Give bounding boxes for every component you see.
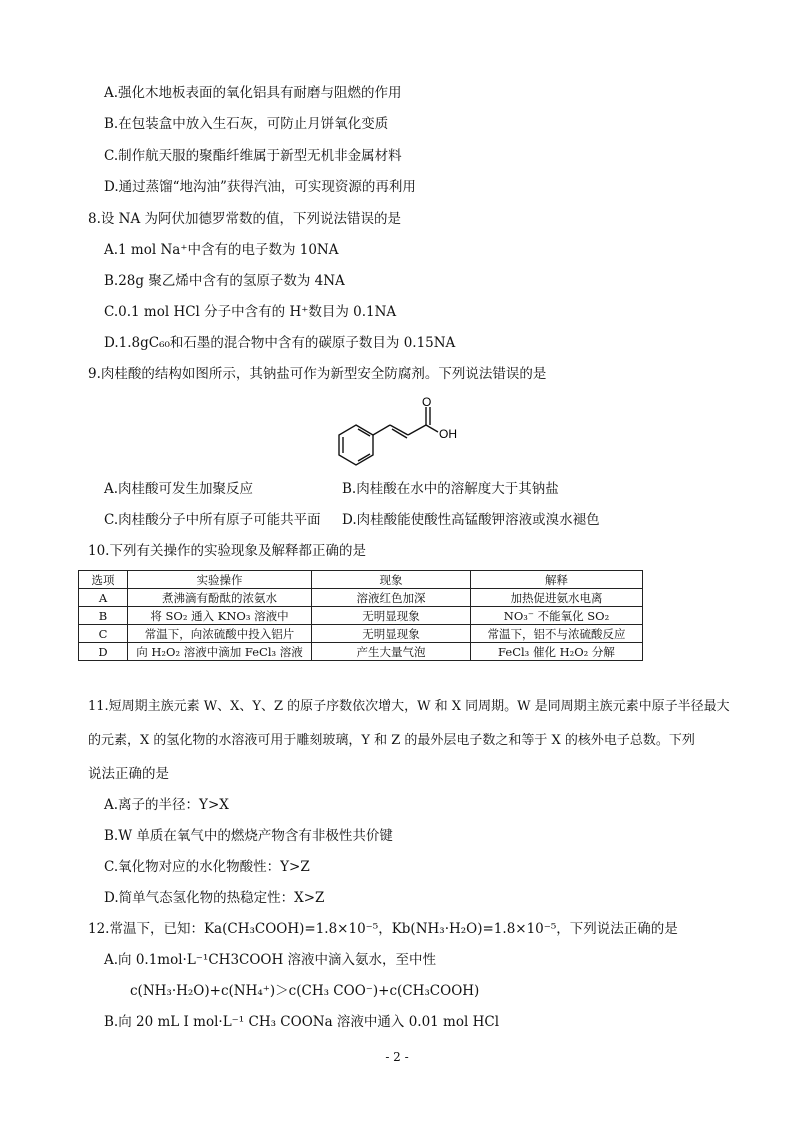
oxygen-label: O	[422, 395, 432, 409]
q7-option-a: A.强化木地板表面的氧化铝具有耐磨与阻燃的作用	[104, 85, 402, 101]
q12-option-a-expression: c(NH₃·H₂O)+c(NH₄⁺)＞c(CH₃ COO⁻)+c(CH₃COOH)	[130, 983, 480, 999]
cell: 常温下，铝不与浓硫酸反应	[471, 625, 643, 643]
cell: 产生大量气泡	[312, 643, 471, 661]
q11-option-a: A.离子的半径：Y>X	[104, 797, 229, 813]
q12-stem: 12.常温下，已知：Ka(CH₃COOH)=1.8×10⁻⁵，Kb(NH₃·H₂O)=1.8×10⁻⁵，下列说法正确的是	[88, 921, 678, 937]
cell: 溶液红色加深	[312, 589, 471, 607]
hydroxyl-label: OH	[439, 427, 457, 441]
q10-table	[78, 570, 643, 661]
cell: NO₃⁻ 不能氧化 SO₂	[471, 607, 643, 625]
q8-option-d: D.1.8gC₆₀和石墨的混合物中含有的碳原子数目为 0.15NA	[104, 335, 456, 351]
cell: 常温下，向浓硫酸中投入铝片	[128, 625, 312, 643]
q9-option-b: B.肉桂酸在水中的溶解度大于其钠盐	[342, 481, 559, 497]
cinnamic-acid-structure	[326, 395, 476, 470]
q9-option-a: A.肉桂酸可发生加聚反应	[104, 481, 254, 497]
q11-line3: 说法正确的是	[88, 766, 169, 782]
q9-option-c: C.肉桂酸分子中所有原子可能共平面	[104, 512, 321, 528]
cell: 将 SO₂ 通入 KNO₃ 溶液中	[128, 607, 312, 625]
cell: 向 H₂O₂ 溶液中滴加 FeCl₃ 溶液	[128, 643, 312, 661]
q9-stem: 9.肉桂酸的结构如图所示，其钠盐可作为新型安全防腐剂。下列说法错误的是	[88, 366, 547, 382]
cell: 无明显现象	[312, 607, 471, 625]
table-row	[79, 607, 643, 625]
col-operation: 实验操作	[128, 571, 312, 589]
cell: FeCl₃ 催化 H₂O₂ 分解	[471, 643, 643, 661]
q7-option-b: B.在包装盒中放入生石灰，可防止月饼氧化变质	[104, 116, 389, 132]
page-number: - 2 -	[385, 1050, 409, 1064]
col-phenomenon: 现象	[312, 571, 471, 589]
q12-option-b: B.向 20 mL I mol·L⁻¹ CH₃ COONa 溶液中通入 0.01 mol HCl	[104, 1014, 500, 1030]
cell: B	[79, 607, 128, 625]
q7-option-d: D.通过蒸馏“地沟油”获得汽油，可实现资源的再利用	[104, 179, 416, 195]
table-row	[79, 643, 643, 661]
cell: D	[79, 643, 128, 661]
q12-option-a: A.向 0.1mol·L⁻¹CH3COOH 溶液中滴入氨水，至中性	[104, 952, 437, 968]
col-option: 选项	[79, 571, 128, 589]
q11-option-c: C.氧化物对应的水化物酸性：Y>Z	[104, 859, 310, 875]
table-row	[79, 589, 643, 607]
table-header-row	[79, 571, 643, 589]
q8-option-c: C.0.1 mol HCl 分子中含有的 H⁺数目为 0.1NA	[104, 304, 397, 320]
cell: C	[79, 625, 128, 643]
cell: 煮沸滴有酚酞的浓氨水	[128, 589, 312, 607]
q11-line2: 的元素，X 的氢化物的水溶液可用于雕刻玻璃，Y 和 Z 的最外层电子数之和等于 X 的核外电子总数。下列	[88, 733, 695, 748]
q11-option-b: B.W 单质在氧气中的燃烧产物含有非极性共价键	[104, 828, 393, 844]
q8-option-a: A.1 mol Na⁺中含有的电子数为 10NA	[104, 242, 339, 258]
q8-option-b: B.28g 聚乙烯中含有的氢原子数为 4NA	[104, 273, 345, 289]
q9-option-d: D.肉桂酸能使酸性高锰酸钾溶液或溴水褪色	[342, 512, 600, 528]
cell: 加热促进氨水电离	[471, 589, 643, 607]
q11-line1: 11.短周期主族元素 W、X、Y、Z 的原子序数依次增大，W 和 X 同周期。W 是同周期主族元素中原子半径最大	[88, 699, 730, 714]
q8-stem: 8.设 NA 为阿伏加德罗常数的值，下列说法错误的是	[88, 211, 402, 227]
q11-option-d: D.简单气态氢化物的热稳定性：X>Z	[104, 890, 325, 906]
benzene-ring	[339, 425, 373, 465]
table-row	[79, 625, 643, 643]
q10-stem: 10.下列有关操作的实验现象及解释都正确的是	[88, 543, 366, 559]
cell: 无明显现象	[312, 625, 471, 643]
cell: A	[79, 589, 128, 607]
col-explanation: 解释	[471, 571, 643, 589]
q7-option-c: C.制作航天服的聚酯纤维属于新型无机非金属材料	[104, 148, 402, 164]
